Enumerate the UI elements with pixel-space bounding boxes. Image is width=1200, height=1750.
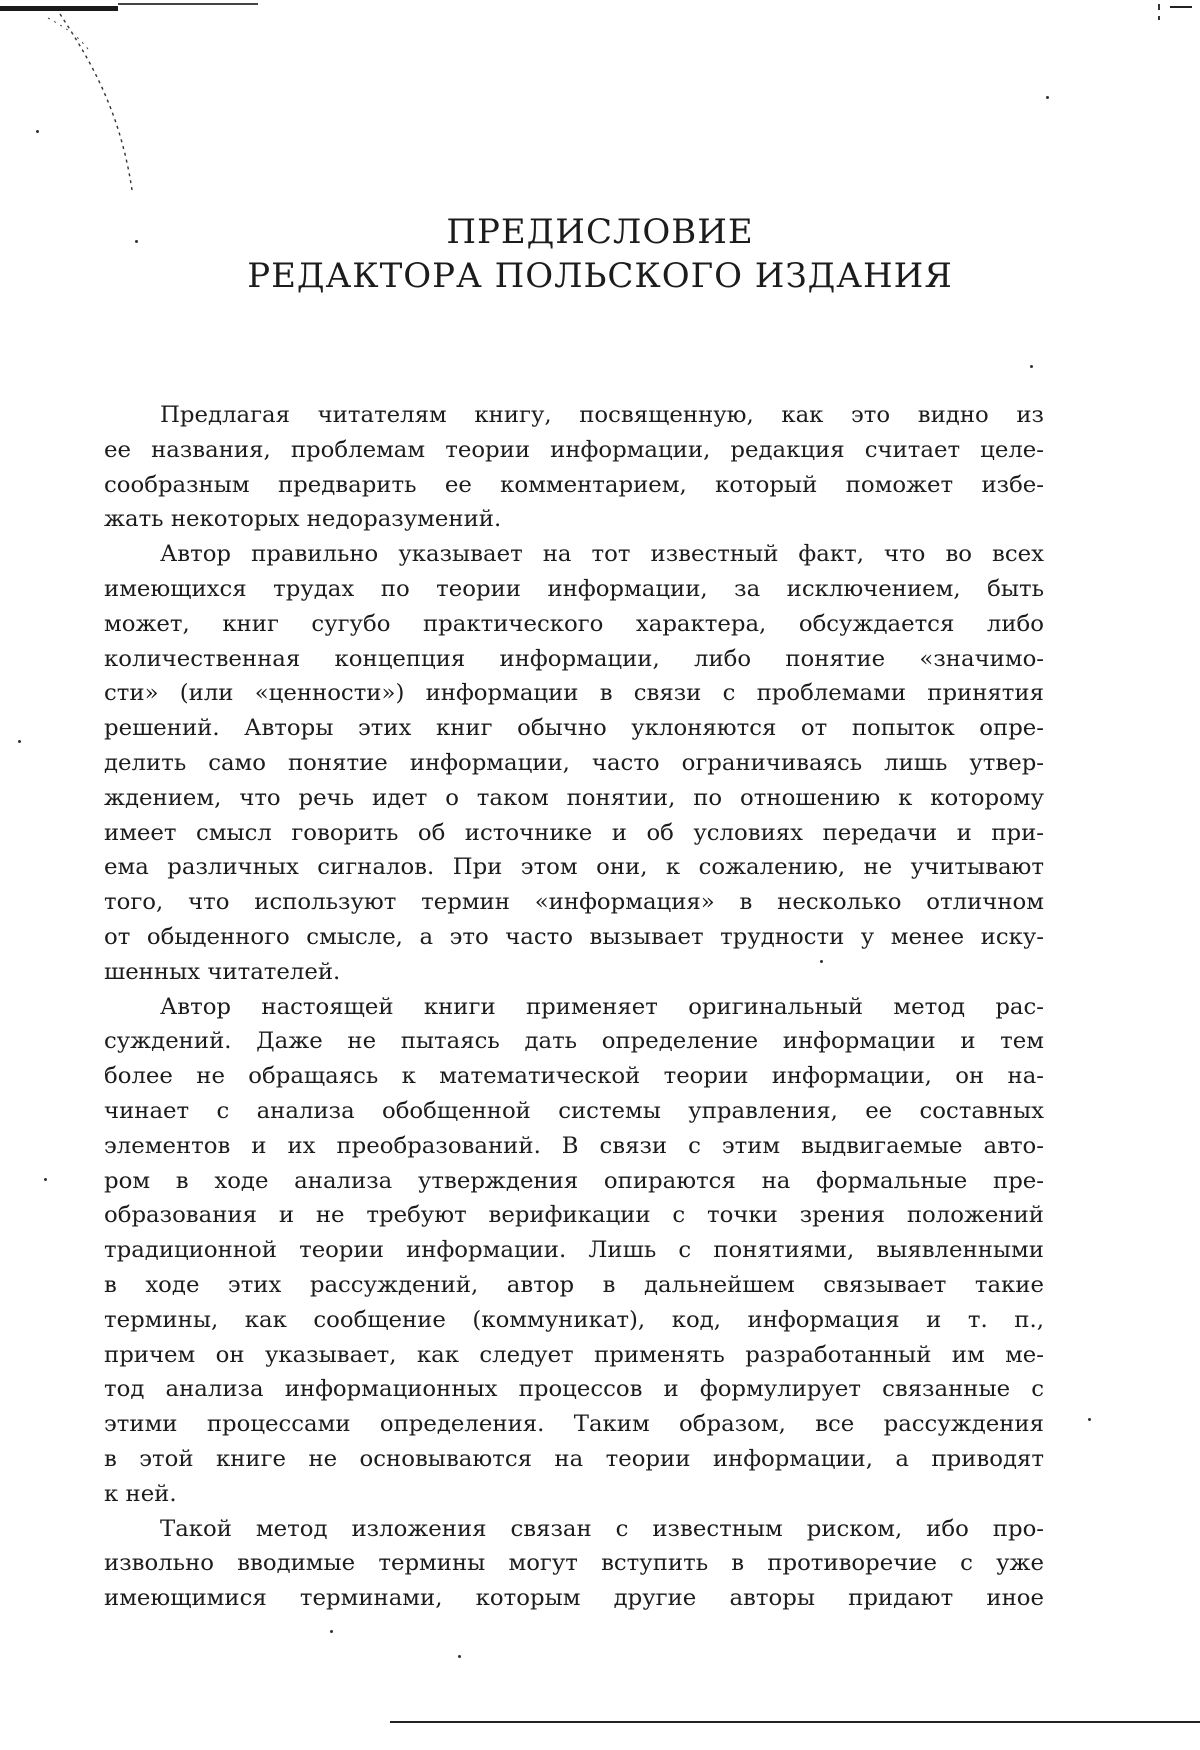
text-line: ема различных сигналов. При этом они, к сожалению, не учитывают bbox=[104, 850, 1044, 885]
text-line: количественная концепция информации, либо понятие «значимо- bbox=[104, 642, 1044, 677]
paragraph bbox=[160, 398, 1044, 537]
scan-artifact-top-right bbox=[1140, 0, 1200, 30]
text-line: в ходе этих рассуждений, автор в дальнейшем связывает такие bbox=[104, 1268, 1044, 1303]
text-line: имеющихся трудах по теории информации, за исключением, быть bbox=[104, 572, 1044, 607]
title-line-1: ПРЕДИСЛОВИЕ bbox=[120, 210, 1080, 254]
text-line: жать некоторых недоразумений. bbox=[104, 502, 1044, 537]
text-line: ром в ходе анализа утверждения опираются на формальные пре- bbox=[104, 1164, 1044, 1199]
text-line: от обыденного смысле, а это часто вызывает трудности у менее иску- bbox=[104, 920, 1044, 955]
scan-artifact-top-left bbox=[0, 0, 260, 230]
scan-speck bbox=[36, 130, 39, 133]
paragraph bbox=[160, 537, 1044, 989]
scan-speck bbox=[44, 1178, 47, 1181]
scan-speck bbox=[1046, 96, 1049, 99]
text-line: традиционной теории информации. Лишь с понятиями, выявленными bbox=[104, 1233, 1044, 1268]
scan-speck bbox=[330, 1630, 333, 1633]
body-text bbox=[160, 398, 1044, 1616]
text-line: термины, как сообщение (коммуникат), код, информация и т. п., bbox=[104, 1303, 1044, 1338]
text-line: в этой книге не основываются на теории информации, а приводят bbox=[104, 1442, 1044, 1477]
text-line: причем он указывает, как следует применять разработанный им ме- bbox=[104, 1338, 1044, 1373]
scan-artifact-bottom-rule bbox=[390, 1718, 1200, 1726]
chapter-title bbox=[120, 210, 1080, 298]
scan-speck bbox=[1030, 365, 1033, 368]
text-line: сообразным предварить ее комментарием, который поможет избе- bbox=[104, 468, 1044, 503]
text-line: элементов и их преобразований. В связи с этим выдвигаемые авто- bbox=[104, 1129, 1044, 1164]
text-line: Автор настоящей книги применяет оригинальный метод рас- bbox=[160, 990, 1044, 1025]
text-line: имеет смысл говорить об источнике и об условиях передачи и при- bbox=[104, 816, 1044, 851]
text-line: более не обращаясь к математической теории информации, он на- bbox=[104, 1059, 1044, 1094]
text-line: шенных читателей. bbox=[104, 955, 1044, 990]
scanned-page bbox=[0, 0, 1200, 1750]
text-line: делить само понятие информации, часто ограничиваясь лишь утвер- bbox=[104, 746, 1044, 781]
text-line: решений. Авторы этих книг обычно уклоняются от попыток опре- bbox=[104, 711, 1044, 746]
text-line: Автор правильно указывает на тот известный факт, что во всех bbox=[160, 537, 1044, 572]
text-line: суждений. Даже не пытаясь дать определение информации и тем bbox=[104, 1024, 1044, 1059]
scan-speck bbox=[1088, 1418, 1091, 1421]
text-line: к ней. bbox=[104, 1477, 1044, 1512]
text-line: имеющимися терминами, которым другие авторы придают иное bbox=[104, 1581, 1044, 1616]
paragraph bbox=[160, 1512, 1044, 1616]
text-line: чинает с анализа обобщенной системы управления, ее составных bbox=[104, 1094, 1044, 1129]
text-line: того, что используют термин «информация» в несколько отличном bbox=[104, 885, 1044, 920]
text-line: этими процессами определения. Таким образом, все рассуждения bbox=[104, 1407, 1044, 1442]
text-line: извольно вводимые термины могут вступить в противоречие с уже bbox=[104, 1546, 1044, 1581]
text-line: Такой метод изложения связан с известным риском, ибо про- bbox=[160, 1512, 1044, 1547]
scan-speck bbox=[458, 1655, 461, 1658]
text-line: тод анализа информационных процессов и формулирует связанные с bbox=[104, 1372, 1044, 1407]
text-line: Предлагая читателям книгу, посвященную, как это видно из bbox=[160, 398, 1044, 433]
scan-speck bbox=[18, 740, 21, 743]
text-line: ее названия, проблемам теории информации, редакция считает целе- bbox=[104, 433, 1044, 468]
text-line: образования и не требуют верификации с точки зрения положений bbox=[104, 1198, 1044, 1233]
text-line: может, книг сугубо практического характера, обсуждается либо bbox=[104, 607, 1044, 642]
text-line: сти» (или «ценности») информации в связи с проблемами принятия bbox=[104, 676, 1044, 711]
text-line: ждением, что речь идет о таком понятии, по отношению к которому bbox=[104, 781, 1044, 816]
paragraph bbox=[160, 990, 1044, 1512]
title-line-2: РЕДАКТОРА ПОЛЬСКОГО ИЗДАНИЯ bbox=[120, 254, 1080, 298]
